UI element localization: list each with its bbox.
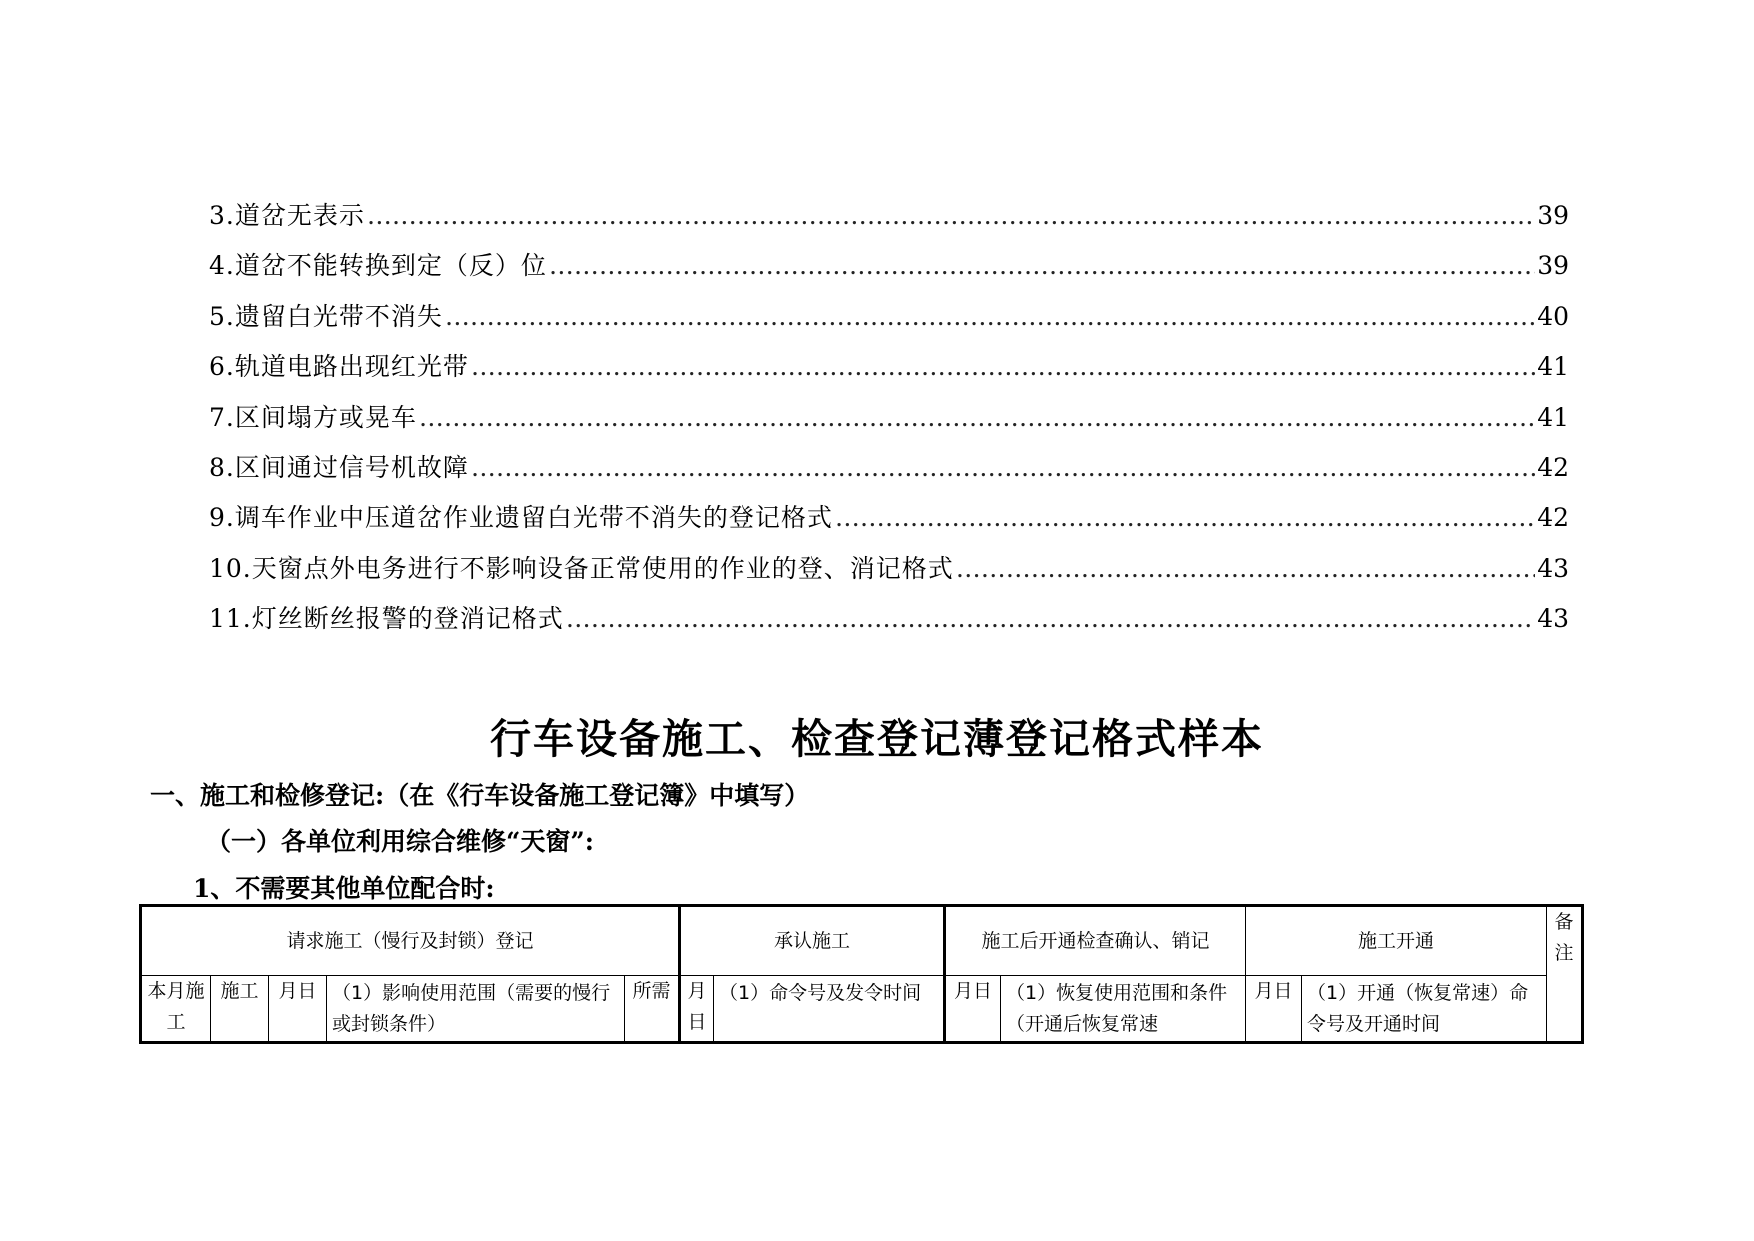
cell-work[interactable]: 施工 — [211, 976, 269, 1043]
toc-entry-label: 4.道岔不能转换到定（反）位 — [209, 251, 547, 281]
toc-leader-dots — [566, 604, 1535, 633]
toc-entry-page: 43 — [1537, 604, 1569, 634]
toc-entry[interactable] — [209, 297, 1569, 347]
cell-month-work[interactable]: 本月施工 — [141, 976, 211, 1043]
toc-entry-page: 43 — [1537, 553, 1569, 583]
toc-entry-label: 7.区间塌方或晃车 — [209, 402, 417, 432]
toc-entry-page: 41 — [1537, 352, 1569, 382]
toc-leader-dots — [956, 554, 1535, 583]
toc-entry[interactable] — [209, 549, 1569, 599]
cell-order-number[interactable]: （1）命令号及发令时间 — [714, 976, 945, 1043]
document-title: 行车设备施工、检查登记薄登记格式样本 — [490, 715, 1264, 763]
toc-entry[interactable] — [209, 448, 1569, 498]
toc-entry[interactable] — [209, 196, 1569, 246]
toc-entry[interactable] — [209, 347, 1569, 397]
cell-date[interactable]: 月日 — [680, 976, 714, 1043]
header-open: 施工开通 — [1246, 906, 1547, 976]
registration-table — [139, 904, 1584, 1044]
table-row — [141, 976, 1583, 1043]
toc-leader-dots — [367, 201, 1535, 230]
toc-leader-dots — [419, 403, 1535, 432]
toc-entry-label: 11.灯丝断丝报警的登消记格式 — [209, 604, 564, 634]
toc-entry-label: 10.天窗点外电务进行不影响设备正常使用的作业的登、消记格式 — [209, 553, 954, 583]
subsection-heading: （一）各单位利用综合维修“天窗”: — [206, 827, 594, 856]
toc-entry-page: 42 — [1537, 503, 1569, 533]
cell-impact-range[interactable]: （1）影响使用范围（需要的慢行或封锁条件） — [327, 976, 625, 1043]
toc-entry-label: 6.轨道电路出现红光带 — [209, 352, 469, 382]
section-heading: 一、施工和检修登记:（在《行车设备施工登记簿》中填写） — [150, 781, 810, 810]
item-heading: 1、不需要其他单位配合时: — [193, 874, 495, 903]
toc-leader-dots — [445, 302, 1535, 331]
table-header-row — [141, 906, 1583, 976]
toc-leader-dots — [835, 503, 1535, 532]
toc-entry[interactable] — [209, 599, 1569, 649]
cell-required[interactable]: 所需 — [625, 976, 680, 1043]
cell-date[interactable]: 月日 — [269, 976, 327, 1043]
toc-entry-page: 40 — [1537, 301, 1569, 331]
toc-leader-dots — [549, 251, 1535, 280]
cell-date[interactable]: 月日 — [1246, 976, 1302, 1043]
cell-date[interactable]: 月日 — [945, 976, 1001, 1043]
toc-entry-label: 9.调车作业中压道岔作业遗留白光带不消失的登记格式 — [209, 503, 833, 533]
toc-entry-page: 42 — [1537, 452, 1569, 482]
toc-entry-label: 5.遗留白光带不消失 — [209, 301, 443, 331]
toc-entry-page: 41 — [1537, 402, 1569, 432]
toc-leader-dots — [471, 453, 1535, 482]
toc-entry-label: 3.道岔无表示 — [209, 201, 365, 230]
toc-leader-dots — [471, 352, 1535, 381]
header-check: 施工后开通检查确认、销记 — [945, 906, 1246, 976]
table-of-contents — [209, 196, 1569, 650]
toc-entry[interactable] — [209, 398, 1569, 448]
header-approve: 承认施工 — [680, 906, 945, 976]
toc-entry-label: 8.区间通过信号机故障 — [209, 452, 469, 482]
toc-entry[interactable] — [209, 498, 1569, 548]
cell-open-order[interactable]: （1）开通（恢复常速）命令号及开通时间 — [1302, 976, 1547, 1043]
toc-entry-page: 39 — [1537, 201, 1569, 230]
header-remark: 备注 — [1547, 906, 1583, 1043]
header-request: 请求施工（慢行及封锁）登记 — [141, 906, 680, 976]
toc-entry[interactable] — [209, 246, 1569, 296]
toc-entry-page: 39 — [1537, 251, 1569, 281]
cell-restore-range[interactable]: （1）恢复使用范围和条件（开通后恢复常速 — [1001, 976, 1246, 1043]
